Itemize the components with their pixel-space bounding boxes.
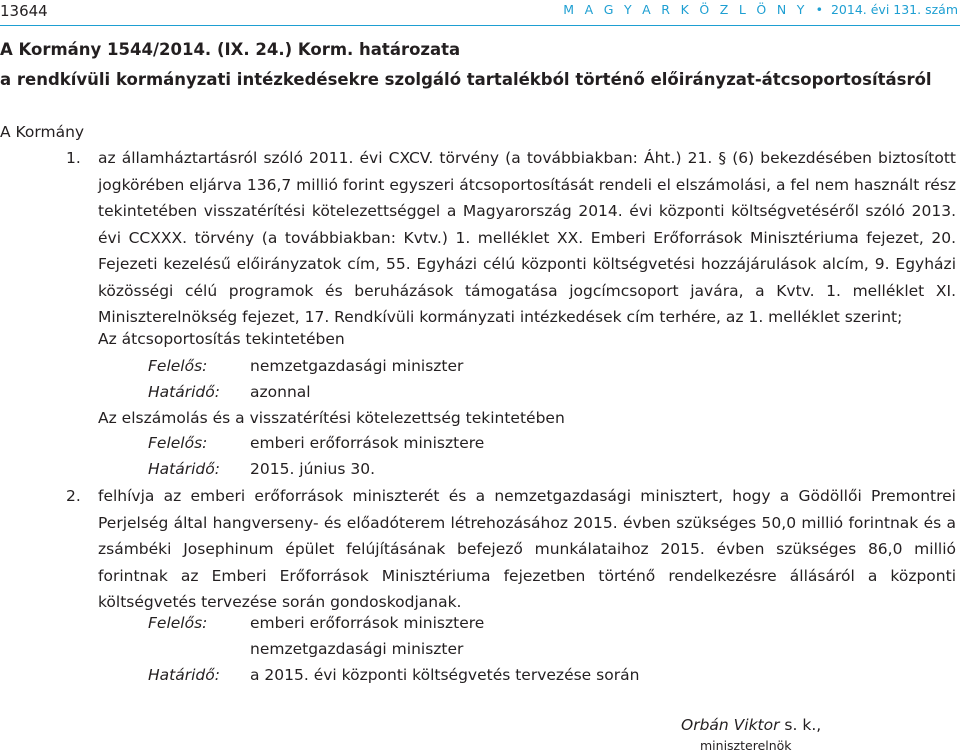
- decree-subtitle: a rendkívüli kormányzati intézkedésekre szolgáló tartalékból történő előirányzat-átcsoportosításról: [0, 70, 932, 89]
- item2-deadline-value: a 2015. évi központi költségvetés tervezése során: [250, 666, 640, 684]
- issue-number: 2014. évi 131. szám: [830, 2, 958, 17]
- decree-subject: A Kormány: [0, 123, 85, 141]
- block2-deadline-value: 2015. június 30.: [250, 460, 376, 478]
- block2-responsible-label: Felelős:: [148, 434, 208, 452]
- block1-deadline-value: azonnal: [250, 383, 311, 401]
- signatory-suffix: s. k.,: [779, 716, 822, 734]
- signatory-title: miniszterelnök: [700, 738, 792, 753]
- page-number: 13644: [0, 2, 48, 20]
- item-text-2: felhívja az emberi erőforrások miniszterét és a nemzetgazdasági minisztert, hogy a Gödöllői Premontrei Perjelség által hangverseny- és előadóterem létrehozásához 2015. évben szükséges 50,0 millió forintnak és a zsámbéki Josephinum épület felújításának befejező munkálataihoz 2015. évben szükséges 86,0 millió forintnak az Emberi Erőforrások Minisztériuma fejezetben történő rendelkezésre állásáról a központi költségvetés tervezése során gondoskodjanak.: [98, 487, 956, 611]
- header-bullet: •: [815, 2, 824, 17]
- signature: [681, 716, 821, 734]
- block1-responsible-label: Felelős:: [148, 357, 208, 375]
- block2-intro: Az elszámolás és a visszatérítési kötelezettség tekintetében: [98, 409, 565, 427]
- signatory-name: Orbán Viktor: [681, 716, 780, 734]
- item-number-2: 2.: [66, 487, 81, 505]
- item2-responsible-value-1: emberi erőforrások minisztere: [250, 614, 485, 632]
- block1-responsible-value: nemzetgazdasági miniszter: [250, 357, 464, 375]
- running-head: [563, 2, 958, 17]
- item2-responsible-label: Felelős:: [148, 614, 208, 632]
- block1-deadline-label: Határidő:: [148, 383, 220, 401]
- item2-responsible-value-2: nemzetgazdasági miniszter: [250, 640, 464, 658]
- block2-responsible-value: emberi erőforrások minisztere: [250, 434, 485, 452]
- item-number-1: 1.: [66, 149, 81, 167]
- item-text-1: az államháztartásról szóló 2011. évi CXCV. törvény (a továbbiakban: Áht.) 21. § (6) bekezdésében biztosított jogkörében eljárva 136,7 millió forint egyszeri átcsoportosítását rendeli el elszámolási, a fel nem használt rész tekintetében visszatérítési kötelezettséggel a Magyarország 2014. évi központi költségvetéséről szóló 2013. évi CCXXX. törvény (a továbbiakban: Kvtv.) 1. melléklet XX. Emberi Erőforrások Minisztériuma fejezet, 20. Fejezeti kezelésű előirányzatok cím, 55. Egyházi célú központi költségvetési hozzájárulások alcím, 9. Egyházi közösségi célú programok és beruházások támogatása jogcímcsoport javára, a Kvtv. 1. melléklet XI. Miniszterelnökség fejezet, 17. Rendkívüli kormányzati intézkedések cím terhére, az 1. melléklet szerint;: [98, 149, 956, 326]
- item2-deadline-label: Határidő:: [148, 666, 220, 684]
- block1-intro: Az átcsoportosítás tekintetében: [98, 330, 345, 348]
- header-rule: [0, 25, 960, 26]
- block2-deadline-label: Határidő:: [148, 460, 220, 478]
- decree-title: A Kormány 1544/2014. (IX. 24.) Korm. határozata: [0, 40, 461, 59]
- journal-name: M A G Y A R K Ö Z L Ö N Y: [563, 2, 808, 17]
